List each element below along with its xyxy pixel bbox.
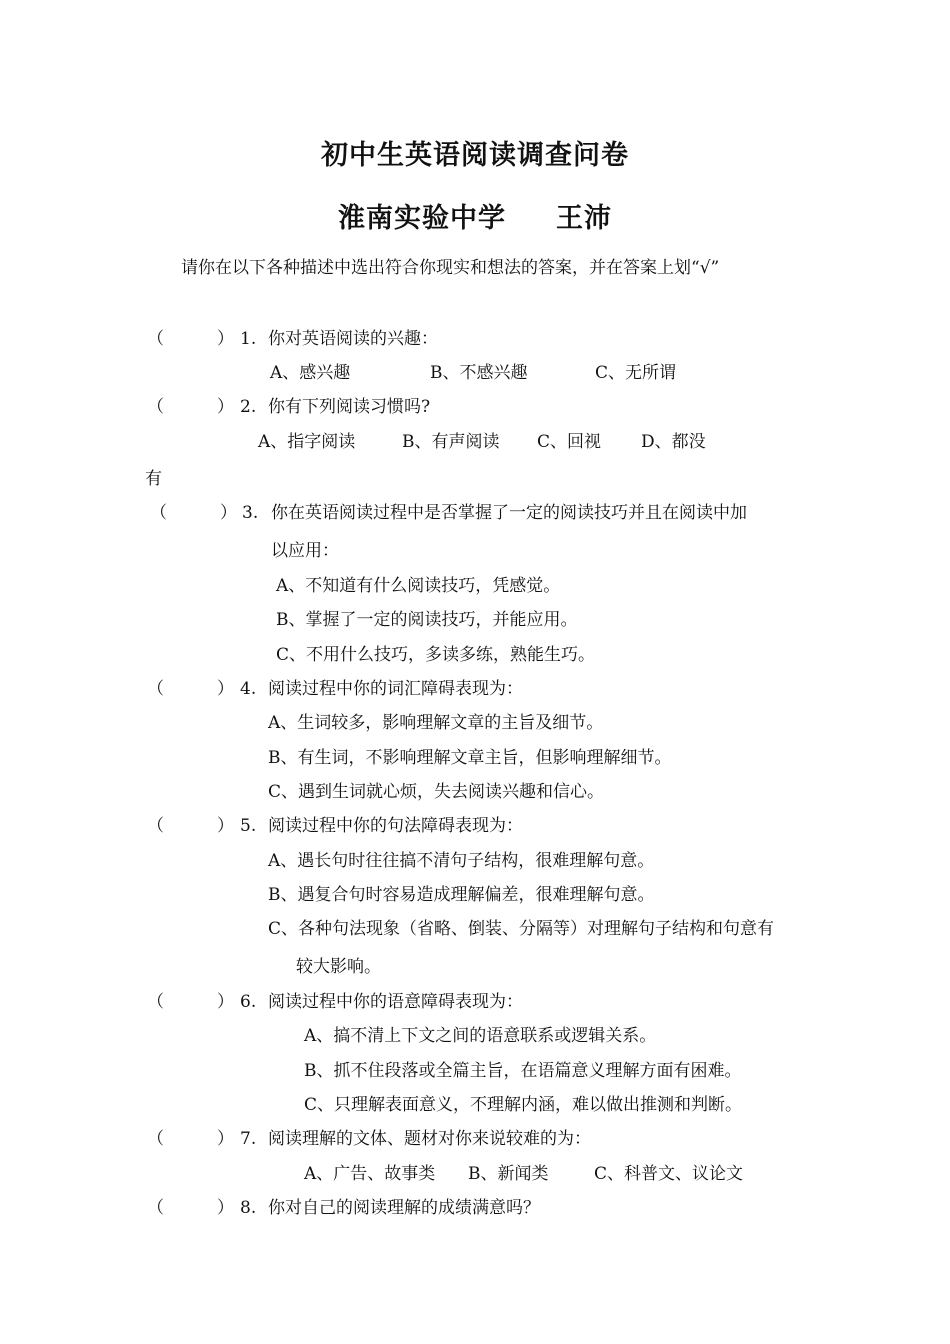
answer-bracket-open: （ — [147, 329, 164, 349]
option: B、抓不住段落或全篇主旨，在语篇意义理解方面有困难。 — [304, 1061, 742, 1081]
answer-bracket-close: ） — [220, 503, 237, 523]
question-text: 你对英语阅读的兴趣： — [268, 329, 438, 349]
answer-bracket-open: （ — [147, 1198, 164, 1218]
option: B、有生词，不影响理解文章主旨，但影响理解细节。 — [268, 748, 672, 768]
option: C、遇到生词就心烦，失去阅读兴趣和信心。 — [268, 782, 605, 802]
answer-bracket-open: （ — [147, 992, 164, 1012]
option: A、指字阅读 — [258, 432, 356, 452]
question-text: 你对自己的阅读理解的成绩满意吗？ — [268, 1198, 540, 1218]
page-title: 初中生英语阅读调查问卷 — [321, 140, 629, 171]
option: C、科普文、议论文 — [594, 1164, 744, 1184]
answer-bracket-open: （ — [147, 679, 164, 699]
option-wrap-text: 较大影响。 — [296, 957, 381, 977]
answer-bracket-close: ） — [217, 992, 234, 1012]
option: B、不感兴趣 — [430, 363, 528, 383]
option: A、不知道有什么阅读技巧，凭感觉。 — [276, 576, 561, 596]
option: B、遇复合句时容易造成理解偏差，很难理解句意。 — [268, 885, 655, 905]
option: B、新闻类 — [468, 1164, 549, 1184]
option: A、生词较多，影响理解文章的主旨及细节。 — [268, 713, 604, 733]
question-text-continued: 以应用： — [271, 541, 339, 561]
option: A、感兴趣 — [270, 363, 351, 383]
option: D、都没 — [641, 432, 706, 452]
option: C、只理解表面意义，不理解内涵，难以做出推测和判断。 — [304, 1095, 743, 1115]
answer-bracket-close: ） — [217, 397, 234, 417]
option: A、遇长句时往往搞不清句子结构，很难理解句意。 — [268, 851, 655, 871]
question-text: 你在英语阅读过程中是否掌握了一定的阅读技巧并且在阅读中加 — [271, 503, 747, 523]
option: C、回视 — [537, 432, 602, 452]
answer-bracket-open: （ — [150, 503, 167, 523]
question-text: 你有下列阅读习惯吗? — [268, 397, 431, 417]
option: C、无所谓 — [595, 363, 677, 383]
page-subtitle — [0, 196, 950, 235]
option: A、广告、故事类 — [304, 1164, 436, 1184]
question-number: 7. — [240, 1129, 257, 1149]
question-number: 6. — [240, 992, 257, 1012]
question-number: 4. — [240, 679, 257, 699]
option: B、掌握了一定的阅读技巧，并能应用。 — [276, 610, 578, 630]
question-text: 阅读过程中你的句法障碍表现为： — [268, 816, 523, 836]
author-name: 王沛 — [556, 203, 612, 234]
answer-bracket-close: ） — [217, 816, 234, 836]
answer-bracket-open: （ — [147, 397, 164, 417]
question-number: 5. — [240, 816, 257, 836]
question-text: 阅读理解的文体、题材对你来说较难的为： — [268, 1129, 591, 1149]
instruction: 请你在以下各种描述中选出符合你现实和想法的答案，并在答案上划“√” — [181, 258, 720, 278]
question-text: 阅读过程中你的词汇障碍表现为： — [268, 679, 523, 699]
answer-bracket-close: ） — [217, 329, 234, 349]
answer-bracket-open: （ — [147, 1129, 164, 1149]
question-number: 3. — [242, 503, 259, 523]
question-number: 1. — [240, 329, 257, 349]
answer-bracket-open: （ — [147, 816, 164, 836]
option: C、不用什么技巧，多读多练，熟能生巧。 — [276, 645, 596, 665]
option-wrap-text: 有 — [145, 469, 162, 489]
answer-bracket-close: ） — [217, 1129, 234, 1149]
answer-bracket-close: ） — [217, 1198, 234, 1218]
question-number: 8. — [240, 1198, 257, 1218]
option: B、有声阅读 — [402, 432, 500, 452]
option: A、搞不清上下文之间的语意联系或逻辑关系。 — [304, 1026, 657, 1046]
school-name: 淮南实验中学 — [338, 203, 506, 234]
option: C、各种句法现象（省略、倒装、分隔等）对理解句子结构和句意有 — [268, 919, 775, 939]
question-number: 2. — [240, 397, 257, 417]
answer-bracket-close: ） — [217, 679, 234, 699]
question-text: 阅读过程中你的语意障碍表现为： — [268, 992, 523, 1012]
